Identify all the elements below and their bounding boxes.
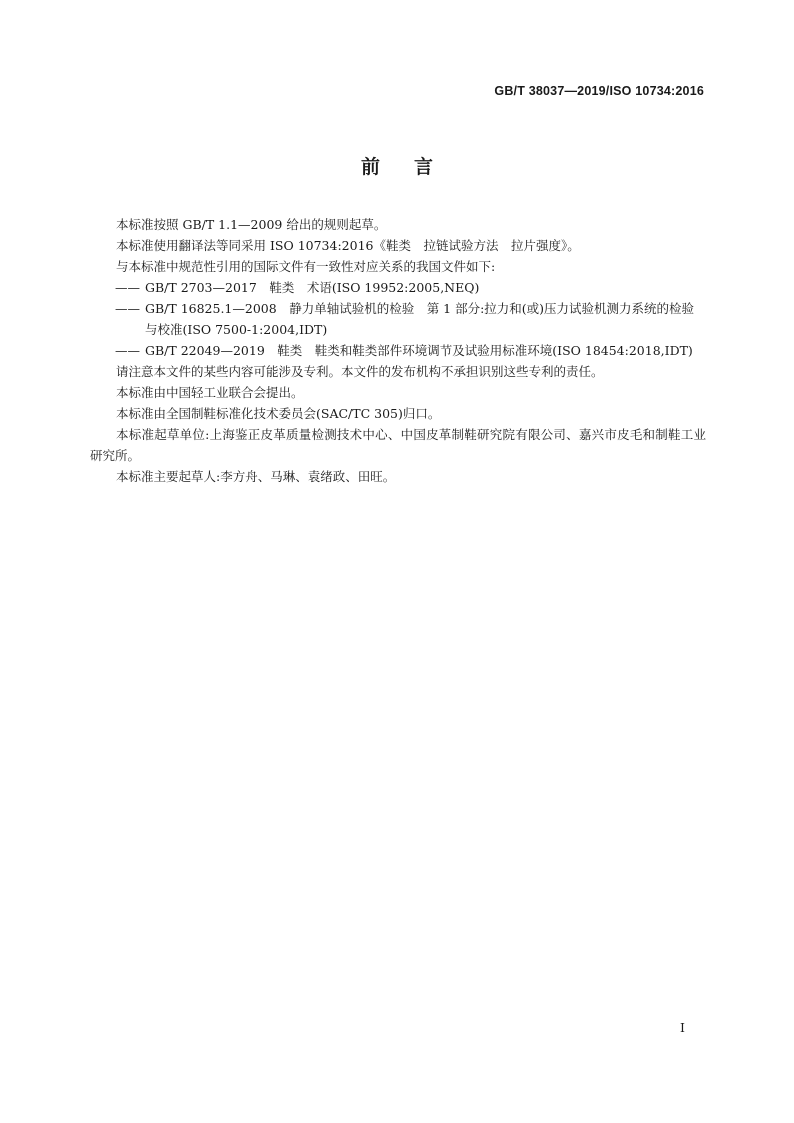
foreword-body	[90, 214, 706, 487]
reference-item	[90, 340, 706, 361]
reference-text: GB/T 2703—2017 鞋类 术语(ISO 19952:2005,NEQ)	[145, 280, 480, 295]
dash-marker: ——	[115, 280, 140, 295]
standard-code-header: GB/T 38037—2019/ISO 10734:2016	[494, 84, 704, 98]
paragraph-drafters: 本标准主要起草人:李方舟、马琳、袁绪政、田旺。	[116, 469, 396, 484]
dash-marker: ——	[115, 301, 140, 316]
section-title: 前言	[360, 156, 467, 178]
reference-item	[90, 298, 706, 340]
paragraph-adoption: 本标准使用翻译法等同采用 ISO 10734:2016《鞋类 拉链试验方法 拉片强度》。	[116, 238, 580, 253]
reference-text: GB/T 22049—2019 鞋类 鞋类和鞋类部件环境调节及试验用标准环境(ISO 18454:2018,IDT)	[145, 343, 693, 358]
reference-item	[90, 277, 706, 298]
paragraph-administered-by: 本标准由全国制鞋标准化技术委员会(SAC/TC 305)归口。	[116, 406, 441, 421]
page-number: I	[680, 1020, 685, 1035]
paragraph-drafting-rules: 本标准按照 GB/T 1.1—2009 给出的规则起草。	[116, 217, 387, 232]
paragraph-proposed-by: 本标准由中国轻工业联合会提出。	[116, 385, 304, 400]
paragraph-references-intro: 与本标准中规范性引用的国际文件有一致性对应关系的我国文件如下:	[116, 259, 496, 274]
reference-text: GB/T 16825.1—2008 静力单轴试验机的检验 第 1 部分:拉力和(或)压力试验机测力系统的检验与校准(ISO 7500-1:2004,IDT)	[145, 301, 695, 337]
paragraph-patent-notice: 请注意本文件的某些内容可能涉及专利。本文件的发布机构不承担识别这些专利的责任。	[116, 364, 604, 379]
dash-marker: ——	[115, 343, 140, 358]
paragraph-drafting-units: 本标准起草单位:上海鉴正皮革质量检测技术中心、中国皮革制鞋研究院有限公司、嘉兴市皮毛和制鞋工业研究所。	[90, 427, 706, 463]
